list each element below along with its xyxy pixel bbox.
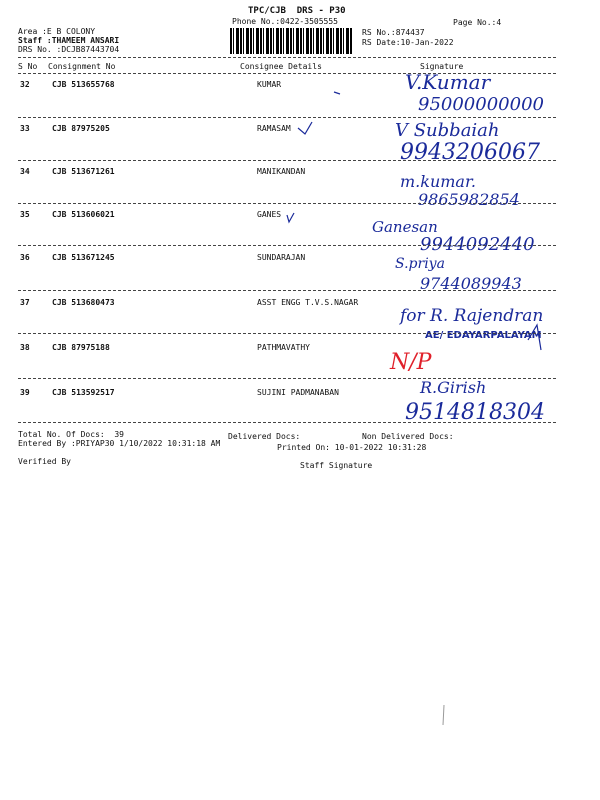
- pen-y-mark: [298, 122, 312, 134]
- rs-number: RS No.:874437: [362, 28, 425, 37]
- rs-date: RS Date:10-Jan-2022: [362, 38, 454, 47]
- signature-phone: 95000000000: [418, 94, 544, 115]
- row-consignee: KUMAR: [257, 80, 282, 89]
- signature-phone: 9944092440: [420, 234, 535, 255]
- area-label: Area :E B COLONY: [18, 27, 96, 36]
- row-sno: 33: [20, 124, 30, 133]
- staff-signature: Staff Signature: [300, 461, 373, 470]
- row-consignee: SUJINI PADMANABAN: [257, 388, 339, 397]
- column-sno: S No: [18, 62, 38, 71]
- row-consignment: CJB 87975188: [52, 343, 110, 352]
- signature-name: V Subbaiah: [395, 120, 500, 141]
- row-sno: 35: [20, 210, 30, 219]
- not-present-mark: N/P: [390, 350, 432, 375]
- row-consignee: MANIKANDAN: [257, 167, 306, 176]
- column-consignment: Consignment No: [48, 62, 116, 71]
- document-title: TPC/CJB DRS - P30: [248, 6, 346, 16]
- phone-number: Phone No.:0422-3505555: [232, 17, 338, 26]
- signature-name: for R. Rajendran: [400, 306, 544, 326]
- row-sno: 39: [20, 388, 30, 397]
- row-sno: 34: [20, 167, 30, 176]
- page-number: Page No.:4: [453, 18, 502, 27]
- total-docs: Total No. Of Docs: 39: [18, 430, 124, 439]
- row-consignment: CJB 513671261: [52, 167, 115, 176]
- column-consignee: Consignee Details: [240, 62, 322, 71]
- row-consignment: CJB 513655768: [52, 80, 115, 89]
- column-signature: Signature: [420, 62, 464, 71]
- row-sno: 38: [20, 343, 30, 352]
- signature-name: Ganesan: [372, 218, 438, 236]
- non-delivered-docs: Non Delivered Docs:: [362, 432, 454, 441]
- row-consignment: CJB 87975205: [52, 124, 110, 133]
- signature-phone: 9514818304: [405, 400, 545, 425]
- row-consignee: SUNDARAJAN: [257, 253, 306, 262]
- staff-label: Staff :THAMEEM ANSARI: [18, 36, 120, 45]
- row-sno: 32: [20, 80, 30, 89]
- signature-name: m.kumar.: [400, 172, 476, 191]
- row-consignee: ASST ENGG T.V.S.NAGAR: [257, 298, 359, 307]
- signature-phone: 9744089943: [420, 274, 522, 293]
- row-consignment: CJB 513606021: [52, 210, 115, 219]
- signature-phone: 9865982854: [418, 190, 520, 209]
- row-consignee: PATHMAVATHY: [257, 343, 310, 352]
- row-consignee: GANES: [257, 210, 282, 219]
- row-sno: 36: [20, 253, 30, 262]
- row-consignee: RAMASAM: [257, 124, 291, 133]
- signature-phone: 9943206067: [400, 140, 540, 165]
- entered-by: Entered By :PRIYAP30 1/10/2022 10:31:18 AM: [18, 439, 221, 448]
- pen-seven-mark: [528, 325, 541, 350]
- signature-name: R.Girish: [420, 378, 487, 397]
- pen-tick: [334, 92, 340, 94]
- signature-name: V.Kumar: [405, 70, 491, 94]
- pen-n-mark: [287, 213, 294, 222]
- drs-number: DRS No. :DCJB87443704: [18, 45, 120, 54]
- signature-name: S.priya: [395, 256, 445, 272]
- row-consignment: CJB 513680473: [52, 298, 115, 307]
- printed-on: Printed On: 10-01-2022 10:31:28: [277, 443, 427, 452]
- row-sno: 37: [20, 298, 30, 307]
- delivered-docs: Delivered Docs:: [228, 432, 301, 441]
- row-consignment: CJB 513592517: [52, 388, 115, 397]
- row-consignment: CJB 513671245: [52, 253, 115, 262]
- signature-stamp: AE/ EDAYARPALAYAM: [425, 330, 542, 341]
- stray-mark: [443, 705, 444, 725]
- verified-by: Verified By: [18, 457, 71, 466]
